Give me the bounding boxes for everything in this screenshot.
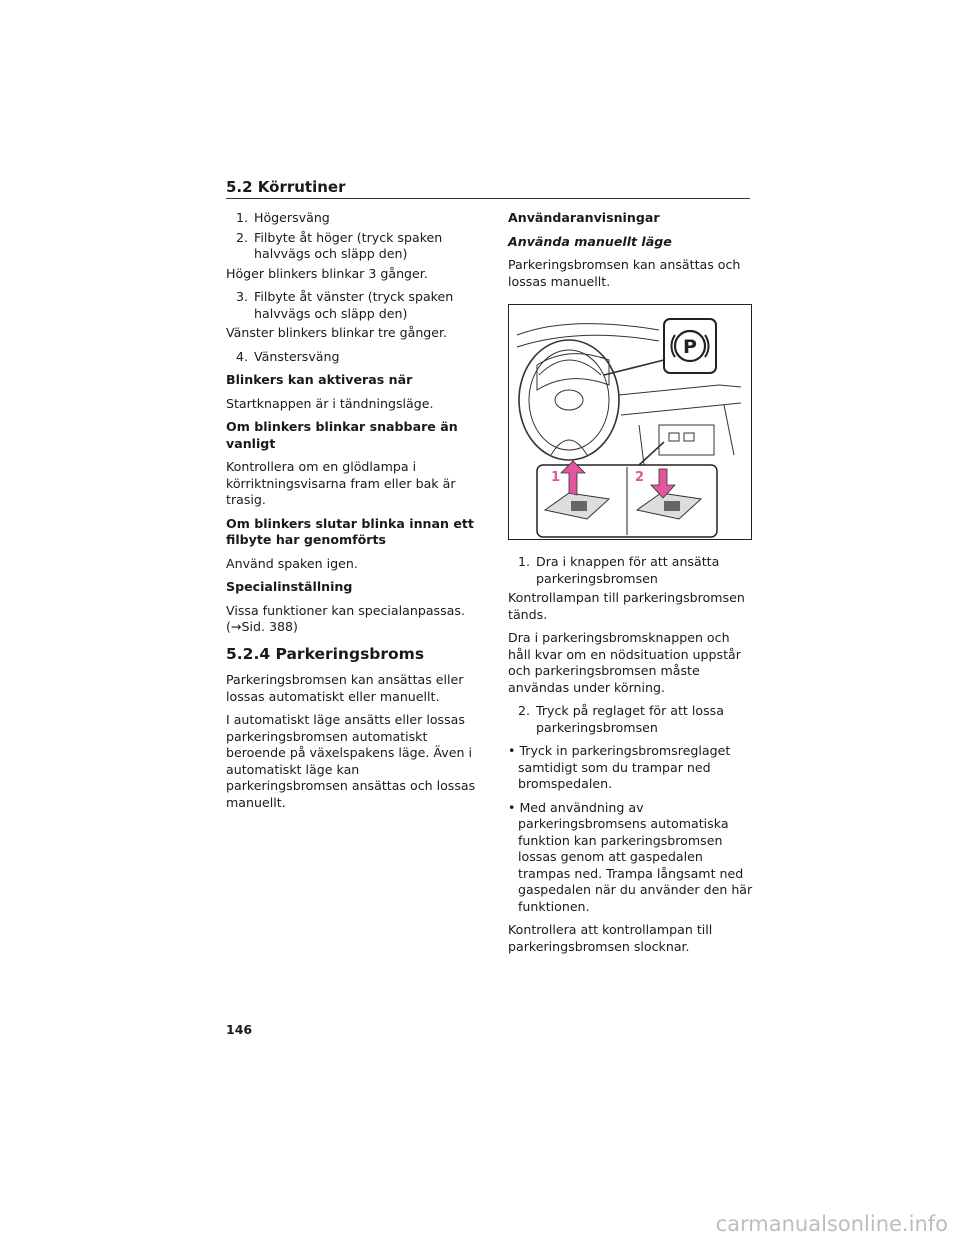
section-title: 5.2 Körrutiner <box>226 178 346 196</box>
list-item <box>226 289 476 322</box>
right-column <box>508 210 756 962</box>
figure-label-2: 2 <box>635 470 645 485</box>
list-text: Vänstersväng <box>254 348 340 364</box>
subheading: Om blinkers blinkar snabbare än vanligt <box>226 419 458 451</box>
page-number: 146 <box>226 1022 253 1037</box>
list-number: 4. <box>236 348 249 364</box>
bullet-item: • Med användning av parkeringsbromsens automatiska funktion kan parkeringsbromsen lossas genom att gaspedalen trampas ned. Trampa långsamt ned gaspedalen när du använder den här funktionen. <box>508 799 753 914</box>
bullet-text: Tryck in parkeringsbromsreglaget samtidigt som du trampar ned bromspedalen. <box>518 743 731 791</box>
p-symbol-text: P <box>683 336 697 358</box>
step-item <box>508 703 756 736</box>
list-text: Filbyte åt höger (tryck spaken halvvägs och släpp den) <box>254 229 443 261</box>
section-heading: 5.2.4 Parkeringsbroms <box>226 644 425 663</box>
step-note: Kontrollampan till parkeringsbromsen tänds. <box>508 590 745 622</box>
step-number: 2. <box>518 703 531 718</box>
step-note: Dra i parkeringsbromsknappen och håll kvar om en nödsituation uppstår och parkeringsbromsen måste användas under körning. <box>508 630 741 695</box>
list-item <box>226 210 476 227</box>
paragraph: Parkeringsbromsen kan ansättas eller lossas automatiskt eller manuellt. <box>226 672 464 704</box>
paragraph: Använd spaken igen. <box>226 555 358 571</box>
paragraph: Startknappen är i tändningsläge. <box>226 395 434 411</box>
list-item <box>226 349 476 366</box>
step-number: 1. <box>518 554 531 569</box>
list-number: 2. <box>236 229 249 245</box>
step-text: Tryck på reglaget för att lossa parkeringsbromsen <box>536 703 724 735</box>
paragraph-with-page-link: Vissa funktioner kan specialanpassas. (→Sid. 388) <box>226 602 465 634</box>
figure-label-1: 1 <box>551 470 561 485</box>
subheading: Blinkers kan aktiveras när <box>226 372 413 387</box>
list-item <box>226 230 476 263</box>
paragraph: Kontrollera om en glödlampa i körriktningsvisarna fram eller bak är trasig. <box>226 459 456 507</box>
paragraph: Parkeringsbromsen kan ansättas och lossas manuellt. <box>508 257 741 289</box>
parking-brake-illustration <box>508 304 752 540</box>
left-column <box>226 210 476 818</box>
list-number: 3. <box>236 289 249 304</box>
list-number: 1. <box>236 210 249 225</box>
list-text: Högersväng <box>254 210 330 225</box>
closing-note: Kontrollera att kontrollampan till parkeringsbromsen slocknar. <box>508 922 713 954</box>
list-note: Höger blinkers blinkar 3 gånger. <box>226 265 428 281</box>
subheading: Specialinställning <box>226 579 353 594</box>
step-item <box>508 554 756 587</box>
step-text: Dra i knappen för att ansätta parkeringsbromsen <box>536 554 720 586</box>
bullet-item: • Tryck in parkeringsbromsreglaget samtidigt som du trampar ned bromspedalen. <box>508 743 731 791</box>
paragraph: I automatiskt läge ansätts eller lossas parkeringsbromsen automatiskt beroende på växelspakens läge. Även i automatiskt läge kan parkeringsbromsen ansättas och lossas manuellt. <box>226 712 476 810</box>
list-text: Filbyte åt vänster (tryck spaken halvvägs och släpp den) <box>254 289 454 321</box>
subheading-italic: Använda manuellt läge <box>508 233 672 249</box>
list-note: Vänster blinkers blinkar tre gånger. <box>226 325 448 340</box>
watermark: carmanualsonline.info <box>715 1212 948 1236</box>
dashboard-drawing <box>509 305 751 539</box>
subheading: Om blinkers slutar blinka innan ett filbyte har genomförts <box>226 515 474 547</box>
bullet-text: Med användning av parkeringsbromsens automatiska funktion kan parkeringsbromsen lossas genom att gaspedalen trampas ned. Trampa långsamt ned gaspedalen när du använder den här funktionen. <box>518 799 753 914</box>
header-divider <box>226 198 750 199</box>
heading: Användaranvisningar <box>508 210 660 225</box>
